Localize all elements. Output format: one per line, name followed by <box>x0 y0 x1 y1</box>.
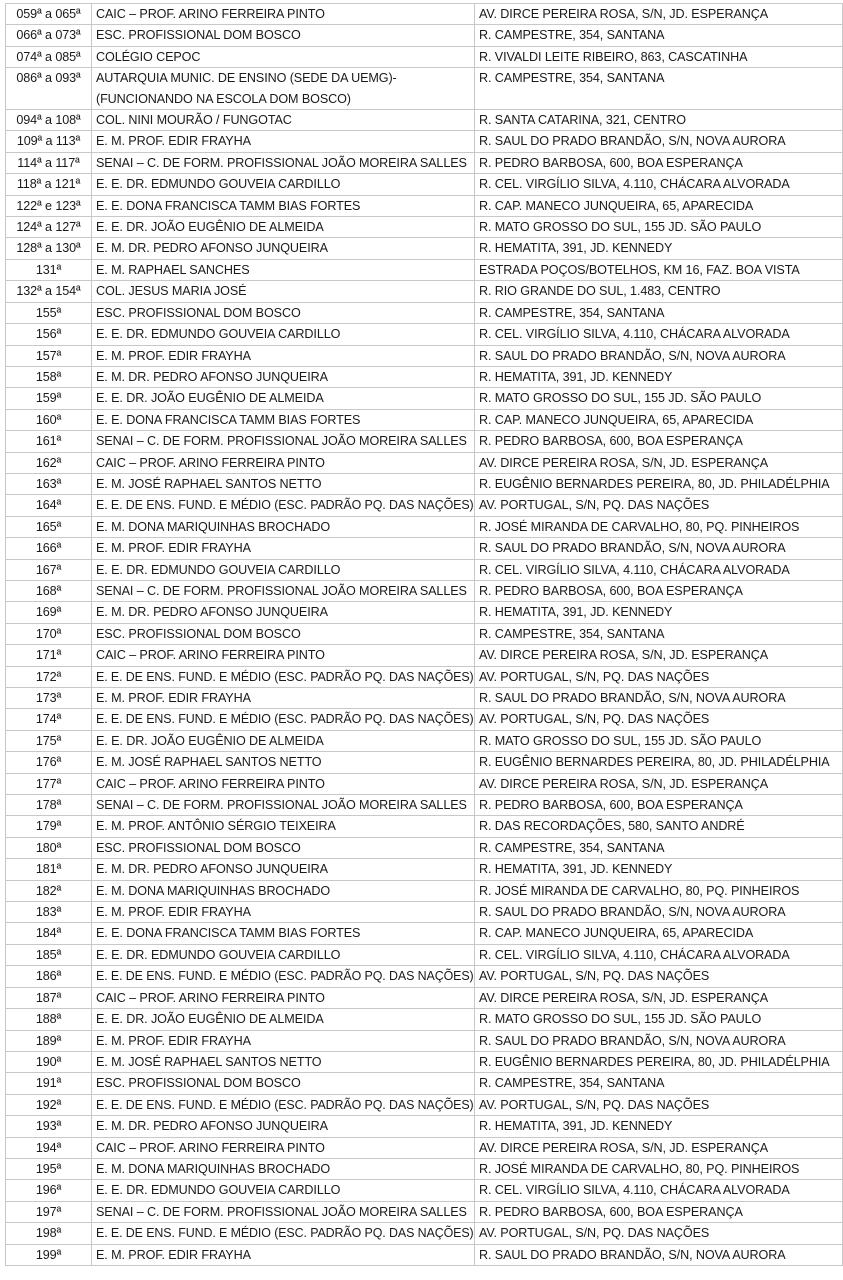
table-row <box>6 559 843 580</box>
table-row <box>6 25 843 46</box>
place-cell: E. M. PROF. EDIR FRAYHA <box>92 688 475 709</box>
table-row <box>6 473 843 494</box>
table-row <box>6 966 843 987</box>
place-cell: CAIC – PROF. ARINO FERREIRA PINTO <box>92 4 475 25</box>
zone-cell: 114ª a 117ª <box>6 152 92 173</box>
table-row <box>6 1073 843 1094</box>
table-row <box>6 1244 843 1265</box>
address-cell: AV. DIRCE PEREIRA ROSA, S/N, JD. ESPERANÇA <box>475 645 843 666</box>
zone-cell: 170ª <box>6 623 92 644</box>
table-row <box>6 1030 843 1051</box>
place-cell: E. E. DE ENS. FUND. E MÉDIO (ESC. PADRÃO PQ. DAS NAÇÕES) <box>92 1094 475 1115</box>
place-cell: E. E. DR. JOÃO EUGÊNIO DE ALMEIDA <box>92 217 475 238</box>
polling-places-table <box>5 3 843 1266</box>
table-row <box>6 68 843 110</box>
zone-cell: 155ª <box>6 302 92 323</box>
address-cell: AV. PORTUGAL, S/N, PQ. DAS NAÇÕES <box>475 1094 843 1115</box>
place-cell: E. M. DR. PEDRO AFONSO JUNQUEIRA <box>92 366 475 387</box>
address-cell: R. EUGÊNIO BERNARDES PEREIRA, 80, JD. PHILADÉLPHIA <box>475 1051 843 1072</box>
zone-cell: 094ª a 108ª <box>6 110 92 131</box>
zone-cell: 122ª e 123ª <box>6 195 92 216</box>
zone-cell: 161ª <box>6 431 92 452</box>
place-cell: E. M. PROF. EDIR FRAYHA <box>92 902 475 923</box>
address-cell: R. PEDRO BARBOSA, 600, BOA ESPERANÇA <box>475 795 843 816</box>
zone-cell: 191ª <box>6 1073 92 1094</box>
place-cell: E. M. DONA MARIQUINHAS BROCHADO <box>92 880 475 901</box>
table-row <box>6 1201 843 1222</box>
table-row <box>6 816 843 837</box>
place-cell: ESC. PROFISSIONAL DOM BOSCO <box>92 623 475 644</box>
address-cell: AV. PORTUGAL, S/N, PQ. DAS NAÇÕES <box>475 666 843 687</box>
address-cell: R. HEMATITA, 391, JD. KENNEDY <box>475 1116 843 1137</box>
address-cell: R. CAMPESTRE, 354, SANTANA <box>475 25 843 46</box>
place-cell: SENAI – C. DE FORM. PROFISSIONAL JOÃO MOREIRA SALLES <box>92 580 475 601</box>
address-cell: AV. PORTUGAL, S/N, PQ. DAS NAÇÕES <box>475 966 843 987</box>
address-cell: AV. PORTUGAL, S/N, PQ. DAS NAÇÕES <box>475 1223 843 1244</box>
zone-cell: 166ª <box>6 538 92 559</box>
address-cell: R. PEDRO BARBOSA, 600, BOA ESPERANÇA <box>475 431 843 452</box>
address-cell: R. SAUL DO PRADO BRANDÃO, S/N, NOVA AURORA <box>475 902 843 923</box>
table-row <box>6 773 843 794</box>
zone-cell: 193ª <box>6 1116 92 1137</box>
zone-cell: 163ª <box>6 473 92 494</box>
place-cell: COL. NINI MOURÃO / FUNGOTAC <box>92 110 475 131</box>
place-cell: E. E. DR. EDMUNDO GOUVEIA CARDILLO <box>92 174 475 195</box>
table-row <box>6 752 843 773</box>
address-cell: R. MATO GROSSO DO SUL, 155 JD. SÃO PAULO <box>475 388 843 409</box>
address-cell: R. DAS RECORDAÇÕES, 580, SANTO ANDRÉ <box>475 816 843 837</box>
zone-cell: 197ª <box>6 1201 92 1222</box>
zone-cell: 176ª <box>6 752 92 773</box>
place-cell: E. E. DR. JOÃO EUGÊNIO DE ALMEIDA <box>92 730 475 751</box>
table-row <box>6 388 843 409</box>
place-cell: E. M. RAPHAEL SANCHES <box>92 259 475 280</box>
table-row <box>6 645 843 666</box>
place-cell: E. M. DONA MARIQUINHAS BROCHADO <box>92 1158 475 1179</box>
place-cell: COL. JESUS MARIA JOSÉ <box>92 281 475 302</box>
address-cell: R. HEMATITA, 391, JD. KENNEDY <box>475 366 843 387</box>
table-row <box>6 495 843 516</box>
zone-cell: 178ª <box>6 795 92 816</box>
address-cell: ESTRADA POÇOS/BOTELHOS, KM 16, FAZ. BOA VISTA <box>475 259 843 280</box>
place-cell: E. M. PROF. EDIR FRAYHA <box>92 538 475 559</box>
place-cell: SENAI – C. DE FORM. PROFISSIONAL JOÃO MOREIRA SALLES <box>92 795 475 816</box>
place-cell: CAIC – PROF. ARINO FERREIRA PINTO <box>92 1137 475 1158</box>
address-cell: R. CAP. MANECO JUNQUEIRA, 65, APARECIDA <box>475 195 843 216</box>
place-cell: E. E. DR. EDMUNDO GOUVEIA CARDILLO <box>92 944 475 965</box>
zone-cell: 172ª <box>6 666 92 687</box>
table-row <box>6 366 843 387</box>
zone-cell: 109ª a 113ª <box>6 131 92 152</box>
zone-cell: 192ª <box>6 1094 92 1115</box>
address-cell: R. PEDRO BARBOSA, 600, BOA ESPERANÇA <box>475 580 843 601</box>
place-cell: COLÉGIO CEPOC <box>92 46 475 67</box>
place-cell: E. E. DONA FRANCISCA TAMM BIAS FORTES <box>92 923 475 944</box>
address-cell: R. CEL. VIRGÍLIO SILVA, 4.110, CHÁCARA ALVORADA <box>475 944 843 965</box>
table-row <box>6 46 843 67</box>
place-cell: ESC. PROFISSIONAL DOM BOSCO <box>92 25 475 46</box>
place-cell: E. E. DE ENS. FUND. E MÉDIO (ESC. PADRÃO PQ. DAS NAÇÕES) <box>92 495 475 516</box>
place-cell: E. E. DR. EDMUNDO GOUVEIA CARDILLO <box>92 559 475 580</box>
table-row <box>6 987 843 1008</box>
address-cell: R. SAUL DO PRADO BRANDÃO, S/N, NOVA AURORA <box>475 688 843 709</box>
place-cell: CAIC – PROF. ARINO FERREIRA PINTO <box>92 645 475 666</box>
zone-cell: 160ª <box>6 409 92 430</box>
place-cell: E. M. JOSÉ RAPHAEL SANTOS NETTO <box>92 1051 475 1072</box>
place-cell: E. M. JOSÉ RAPHAEL SANTOS NETTO <box>92 752 475 773</box>
zone-cell: 074ª a 085ª <box>6 46 92 67</box>
place-cell: E. E. DE ENS. FUND. E MÉDIO (ESC. PADRÃO PQ. DAS NAÇÕES) <box>92 666 475 687</box>
table-row <box>6 580 843 601</box>
place-cell: E. M. PROF. ANTÔNIO SÉRGIO TEIXEIRA <box>92 816 475 837</box>
place-cell: E. M. DR. PEDRO AFONSO JUNQUEIRA <box>92 1116 475 1137</box>
table-row <box>6 1137 843 1158</box>
place-cell: CAIC – PROF. ARINO FERREIRA PINTO <box>92 773 475 794</box>
place-cell: E. E. DONA FRANCISCA TAMM BIAS FORTES <box>92 195 475 216</box>
table-row <box>6 4 843 25</box>
address-cell: R. JOSÉ MIRANDA DE CARVALHO, 80, PQ. PINHEIROS <box>475 1158 843 1179</box>
place-cell: E. M. PROF. EDIR FRAYHA <box>92 345 475 366</box>
address-cell: R. CEL. VIRGÍLIO SILVA, 4.110, CHÁCARA ALVORADA <box>475 559 843 580</box>
address-cell: R. PEDRO BARBOSA, 600, BOA ESPERANÇA <box>475 1201 843 1222</box>
place-cell: E. E. DR. JOÃO EUGÊNIO DE ALMEIDA <box>92 1009 475 1030</box>
table-row <box>6 688 843 709</box>
zone-cell: 173ª <box>6 688 92 709</box>
address-cell: R. MATO GROSSO DO SUL, 155 JD. SÃO PAULO <box>475 1009 843 1030</box>
address-cell: R. CAMPESTRE, 354, SANTANA <box>475 837 843 858</box>
zone-cell: 184ª <box>6 923 92 944</box>
address-cell: R. JOSÉ MIRANDA DE CARVALHO, 80, PQ. PINHEIROS <box>475 516 843 537</box>
address-cell: AV. DIRCE PEREIRA ROSA, S/N, JD. ESPERANÇA <box>475 987 843 1008</box>
table-row <box>6 238 843 259</box>
zone-cell: 131ª <box>6 259 92 280</box>
zone-cell: 190ª <box>6 1051 92 1072</box>
address-cell: R. JOSÉ MIRANDA DE CARVALHO, 80, PQ. PINHEIROS <box>475 880 843 901</box>
zone-cell: 124ª a 127ª <box>6 217 92 238</box>
zone-cell: 195ª <box>6 1158 92 1179</box>
table-row <box>6 1180 843 1201</box>
zone-cell: 159ª <box>6 388 92 409</box>
zone-cell: 179ª <box>6 816 92 837</box>
address-cell: R. CAMPESTRE, 354, SANTANA <box>475 68 843 110</box>
zone-cell: 128ª a 130ª <box>6 238 92 259</box>
zone-cell: 158ª <box>6 366 92 387</box>
address-cell: R. VIVALDI LEITE RIBEIRO, 863, CASCATINHA <box>475 46 843 67</box>
place-cell: E. M. DR. PEDRO AFONSO JUNQUEIRA <box>92 602 475 623</box>
address-cell: R. CAMPESTRE, 354, SANTANA <box>475 302 843 323</box>
table-row <box>6 131 843 152</box>
place-cell: E. E. DR. JOÃO EUGÊNIO DE ALMEIDA <box>92 388 475 409</box>
address-cell: AV. DIRCE PEREIRA ROSA, S/N, JD. ESPERANÇA <box>475 1137 843 1158</box>
table-row <box>6 302 843 323</box>
zone-cell: 167ª <box>6 559 92 580</box>
table-row <box>6 324 843 345</box>
place-cell: SENAI – C. DE FORM. PROFISSIONAL JOÃO MOREIRA SALLES <box>92 1201 475 1222</box>
place-cell: E. E. DR. EDMUNDO GOUVEIA CARDILLO <box>92 1180 475 1201</box>
place-cell: ESC. PROFISSIONAL DOM BOSCO <box>92 302 475 323</box>
address-cell: R. PEDRO BARBOSA, 600, BOA ESPERANÇA <box>475 152 843 173</box>
zone-cell: 198ª <box>6 1223 92 1244</box>
table-row <box>6 1009 843 1030</box>
address-cell: R. EUGÊNIO BERNARDES PEREIRA, 80, JD. PHILADÉLPHIA <box>475 473 843 494</box>
zone-cell: 171ª <box>6 645 92 666</box>
zone-cell: 162ª <box>6 452 92 473</box>
address-cell: R. HEMATITA, 391, JD. KENNEDY <box>475 859 843 880</box>
table-row <box>6 623 843 644</box>
place-cell: E. M. PROF. EDIR FRAYHA <box>92 131 475 152</box>
place-cell: CAIC – PROF. ARINO FERREIRA PINTO <box>92 452 475 473</box>
zone-cell: 157ª <box>6 345 92 366</box>
address-cell: R. MATO GROSSO DO SUL, 155 JD. SÃO PAULO <box>475 217 843 238</box>
table-row <box>6 217 843 238</box>
place-cell: E. M. DR. PEDRO AFONSO JUNQUEIRA <box>92 859 475 880</box>
place-cell: E. M. PROF. EDIR FRAYHA <box>92 1244 475 1265</box>
address-cell: AV. PORTUGAL, S/N, PQ. DAS NAÇÕES <box>475 709 843 730</box>
table-row <box>6 923 843 944</box>
table-row <box>6 195 843 216</box>
place-cell: CAIC – PROF. ARINO FERREIRA PINTO <box>92 987 475 1008</box>
table-row <box>6 516 843 537</box>
place-cell: E. E. DE ENS. FUND. E MÉDIO (ESC. PADRÃO PQ. DAS NAÇÕES) <box>92 1223 475 1244</box>
table-body <box>6 4 843 1266</box>
address-cell: R. SAUL DO PRADO BRANDÃO, S/N, NOVA AURORA <box>475 1244 843 1265</box>
place-cell: AUTARQUIA MUNIC. DE ENSINO (SEDE DA UEMG)- (FUNCIONANDO NA ESCOLA DOM BOSCO) <box>92 68 475 110</box>
table-row <box>6 110 843 131</box>
place-cell: E. E. DR. EDMUNDO GOUVEIA CARDILLO <box>92 324 475 345</box>
address-cell: R. CAP. MANECO JUNQUEIRA, 65, APARECIDA <box>475 409 843 430</box>
zone-cell: 059ª a 065ª <box>6 4 92 25</box>
address-cell: R. EUGÊNIO BERNARDES PEREIRA, 80, JD. PHILADÉLPHIA <box>475 752 843 773</box>
zone-cell: 183ª <box>6 902 92 923</box>
zone-cell: 185ª <box>6 944 92 965</box>
table-row <box>6 259 843 280</box>
address-cell: R. SAUL DO PRADO BRANDÃO, S/N, NOVA AURORA <box>475 345 843 366</box>
zone-cell: 188ª <box>6 1009 92 1030</box>
table-row <box>6 345 843 366</box>
zone-cell: 168ª <box>6 580 92 601</box>
place-cell: ESC. PROFISSIONAL DOM BOSCO <box>92 837 475 858</box>
place-cell: E. E. DONA FRANCISCA TAMM BIAS FORTES <box>92 409 475 430</box>
table-row <box>6 281 843 302</box>
zone-cell: 196ª <box>6 1180 92 1201</box>
zone-cell: 189ª <box>6 1030 92 1051</box>
table-row <box>6 795 843 816</box>
table-row <box>6 944 843 965</box>
zone-cell: 181ª <box>6 859 92 880</box>
table-row <box>6 431 843 452</box>
place-cell: E. M. DONA MARIQUINHAS BROCHADO <box>92 516 475 537</box>
address-cell: R. MATO GROSSO DO SUL, 155 JD. SÃO PAULO <box>475 730 843 751</box>
place-cell: E. M. DR. PEDRO AFONSO JUNQUEIRA <box>92 238 475 259</box>
address-cell: AV. DIRCE PEREIRA ROSA, S/N, JD. ESPERANÇA <box>475 4 843 25</box>
table-row <box>6 859 843 880</box>
address-cell: R. RIO GRANDE DO SUL, 1.483, CENTRO <box>475 281 843 302</box>
place-cell: SENAI – C. DE FORM. PROFISSIONAL JOÃO MOREIRA SALLES <box>92 152 475 173</box>
zone-cell: 156ª <box>6 324 92 345</box>
table-row <box>6 1158 843 1179</box>
place-cell: ESC. PROFISSIONAL DOM BOSCO <box>92 1073 475 1094</box>
address-cell: AV. DIRCE PEREIRA ROSA, S/N, JD. ESPERANÇA <box>475 452 843 473</box>
place-cell: E. E. DE ENS. FUND. E MÉDIO (ESC. PADRÃO PQ. DAS NAÇÕES) <box>92 709 475 730</box>
place-cell: E. E. DE ENS. FUND. E MÉDIO (ESC. PADRÃO PQ. DAS NAÇÕES) <box>92 966 475 987</box>
table-row <box>6 709 843 730</box>
zone-cell: 182ª <box>6 880 92 901</box>
address-cell: R. SAUL DO PRADO BRANDÃO, S/N, NOVA AURORA <box>475 1030 843 1051</box>
address-cell: R. CAMPESTRE, 354, SANTANA <box>475 623 843 644</box>
zone-cell: 187ª <box>6 987 92 1008</box>
zone-cell: 177ª <box>6 773 92 794</box>
zone-cell: 066ª a 073ª <box>6 25 92 46</box>
zone-cell: 169ª <box>6 602 92 623</box>
table-row <box>6 1116 843 1137</box>
address-cell: R. SANTA CATARINA, 321, CENTRO <box>475 110 843 131</box>
table-row <box>6 152 843 173</box>
table-row <box>6 409 843 430</box>
zone-cell: 194ª <box>6 1137 92 1158</box>
zone-cell: 118ª a 121ª <box>6 174 92 195</box>
table-row <box>6 1094 843 1115</box>
place-cell: E. M. JOSÉ RAPHAEL SANTOS NETTO <box>92 473 475 494</box>
table-row <box>6 837 843 858</box>
place-cell: E. M. PROF. EDIR FRAYHA <box>92 1030 475 1051</box>
address-cell: R. CAP. MANECO JUNQUEIRA, 65, APARECIDA <box>475 923 843 944</box>
table-row <box>6 1051 843 1072</box>
table-row <box>6 452 843 473</box>
zone-cell: 086ª a 093ª <box>6 68 92 110</box>
table-row <box>6 902 843 923</box>
table-row <box>6 538 843 559</box>
place-cell: SENAI – C. DE FORM. PROFISSIONAL JOÃO MOREIRA SALLES <box>92 431 475 452</box>
zone-cell: 164ª <box>6 495 92 516</box>
zone-cell: 165ª <box>6 516 92 537</box>
table-row <box>6 174 843 195</box>
table-row <box>6 1223 843 1244</box>
zone-cell: 180ª <box>6 837 92 858</box>
table-row <box>6 730 843 751</box>
address-cell: R. CEL. VIRGÍLIO SILVA, 4.110, CHÁCARA ALVORADA <box>475 174 843 195</box>
table-row <box>6 602 843 623</box>
address-cell: R. CEL. VIRGÍLIO SILVA, 4.110, CHÁCARA ALVORADA <box>475 324 843 345</box>
address-cell: R. SAUL DO PRADO BRANDÃO, S/N, NOVA AURORA <box>475 131 843 152</box>
address-cell: R. HEMATITA, 391, JD. KENNEDY <box>475 602 843 623</box>
address-cell: R. SAUL DO PRADO BRANDÃO, S/N, NOVA AURORA <box>475 538 843 559</box>
table-row <box>6 666 843 687</box>
address-cell: AV. DIRCE PEREIRA ROSA, S/N, JD. ESPERANÇA <box>475 773 843 794</box>
zone-cell: 199ª <box>6 1244 92 1265</box>
address-cell: R. HEMATITA, 391, JD. KENNEDY <box>475 238 843 259</box>
zone-cell: 175ª <box>6 730 92 751</box>
table-row <box>6 880 843 901</box>
address-cell: AV. PORTUGAL, S/N, PQ. DAS NAÇÕES <box>475 495 843 516</box>
zone-cell: 186ª <box>6 966 92 987</box>
zone-cell: 174ª <box>6 709 92 730</box>
zone-cell: 132ª a 154ª <box>6 281 92 302</box>
address-cell: R. CEL. VIRGÍLIO SILVA, 4.110, CHÁCARA ALVORADA <box>475 1180 843 1201</box>
address-cell: R. CAMPESTRE, 354, SANTANA <box>475 1073 843 1094</box>
